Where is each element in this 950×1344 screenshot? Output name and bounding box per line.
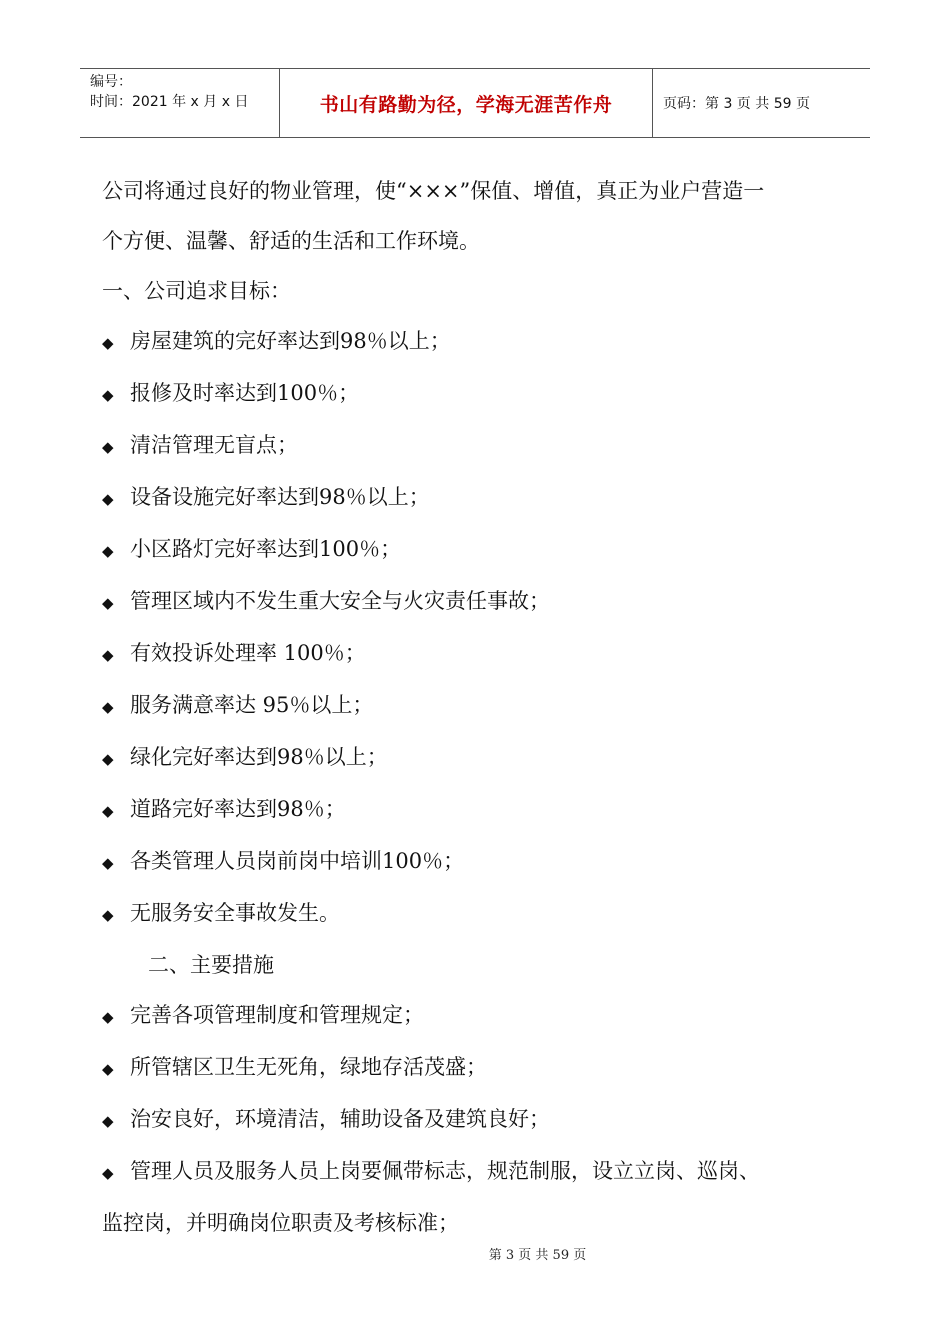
header-meta [80,69,280,137]
diamond-bullet-icon: ◆ [102,802,114,820]
list-item [102,732,862,784]
diamond-bullet-icon: ◆ [102,1060,114,1078]
list-item [102,888,862,940]
diamond-bullet-icon: ◆ [102,490,114,508]
measure-text: 治安良好，环境清洁，辅助设备及建筑良好； [130,1107,550,1131]
diamond-bullet-icon: ◆ [102,386,114,404]
goals-list [102,316,862,940]
document-number-label: 编号： [90,74,132,90]
measure-continuation-line: 监控岗，并明确岗位职责及考核标准； [102,1211,459,1235]
goal-text: 有效投诉处理率 100％； [130,641,366,665]
goal-text: 小区路灯完好率达到100％； [130,537,402,561]
section-title-goals: 一、公司追求目标： [102,279,291,303]
goal-text: 无服务安全事故发生。 [130,901,340,925]
diamond-bullet-icon: ◆ [102,542,114,560]
list-item [102,316,862,368]
measure-text: 完善各项管理制度和管理规定； [130,1003,424,1027]
diamond-bullet-icon: ◆ [102,698,114,716]
goal-text: 各类管理人员岗前岗中培训100％； [130,849,465,873]
list-item [102,420,862,472]
list-item [102,1042,862,1094]
header-motto: 书山有路勤为径，学海无涯苦作舟 [280,69,653,137]
diamond-bullet-icon: ◆ [102,1164,114,1182]
document-body [102,166,862,1248]
list-item [102,524,862,576]
goal-text: 报修及时率达到100％； [130,381,360,405]
measure-text: 所管辖区卫生无死角，绿地存活茂盛； [130,1055,487,1079]
diamond-bullet-icon: ◆ [102,906,114,924]
goal-text: 服务满意率达 95％以上； [130,693,374,717]
document-date-label: 时间：2021 年 x 月 x 日 [90,94,249,110]
diamond-bullet-icon: ◆ [102,750,114,768]
diamond-bullet-icon: ◆ [102,438,114,456]
goal-text: 管理区域内不发生重大安全与火灾责任事故； [130,589,550,613]
diamond-bullet-icon: ◆ [102,646,114,664]
page-header [80,68,870,138]
diamond-bullet-icon: ◆ [102,594,114,612]
intro-paragraph-line: 公司将通过良好的物业管理，使“×××”保值、增值，真正为业户营造一 [102,179,765,203]
measure-text: 管理人员及服务人员上岗要佩带标志，规范制服，设立立岗、巡岗、 [130,1159,760,1183]
diamond-bullet-icon: ◆ [102,1008,114,1026]
diamond-bullet-icon: ◆ [102,334,114,352]
section-title-measures: 二、主要措施 [148,953,274,977]
goal-text: 道路完好率达到98％； [130,797,346,821]
list-item [102,784,862,836]
goal-text: 房屋建筑的完好率达到98％以上； [130,329,451,353]
header-page-info: 页码：第 3 页 共 59 页 [663,96,810,112]
goal-text: 设备设施完好率达到98％以上； [130,485,430,509]
goal-text: 绿化完好率达到98％以上； [130,745,388,769]
diamond-bullet-icon: ◆ [102,1112,114,1130]
list-item [102,680,862,732]
list-item [102,836,862,888]
measures-list [102,990,862,1248]
list-item [102,576,862,628]
list-item [102,1094,862,1146]
page-footer: 第 3 页 共 59 页 [488,1248,587,1263]
list-item [102,990,862,1042]
diamond-bullet-icon: ◆ [102,854,114,872]
list-item [102,1146,862,1198]
list-item [102,368,862,420]
list-item [102,472,862,524]
list-item [102,628,862,680]
goal-text: 清洁管理无盲点； [130,433,298,457]
intro-paragraph-line: 个方便、温馨、舒适的生活和工作环境。 [102,229,480,253]
